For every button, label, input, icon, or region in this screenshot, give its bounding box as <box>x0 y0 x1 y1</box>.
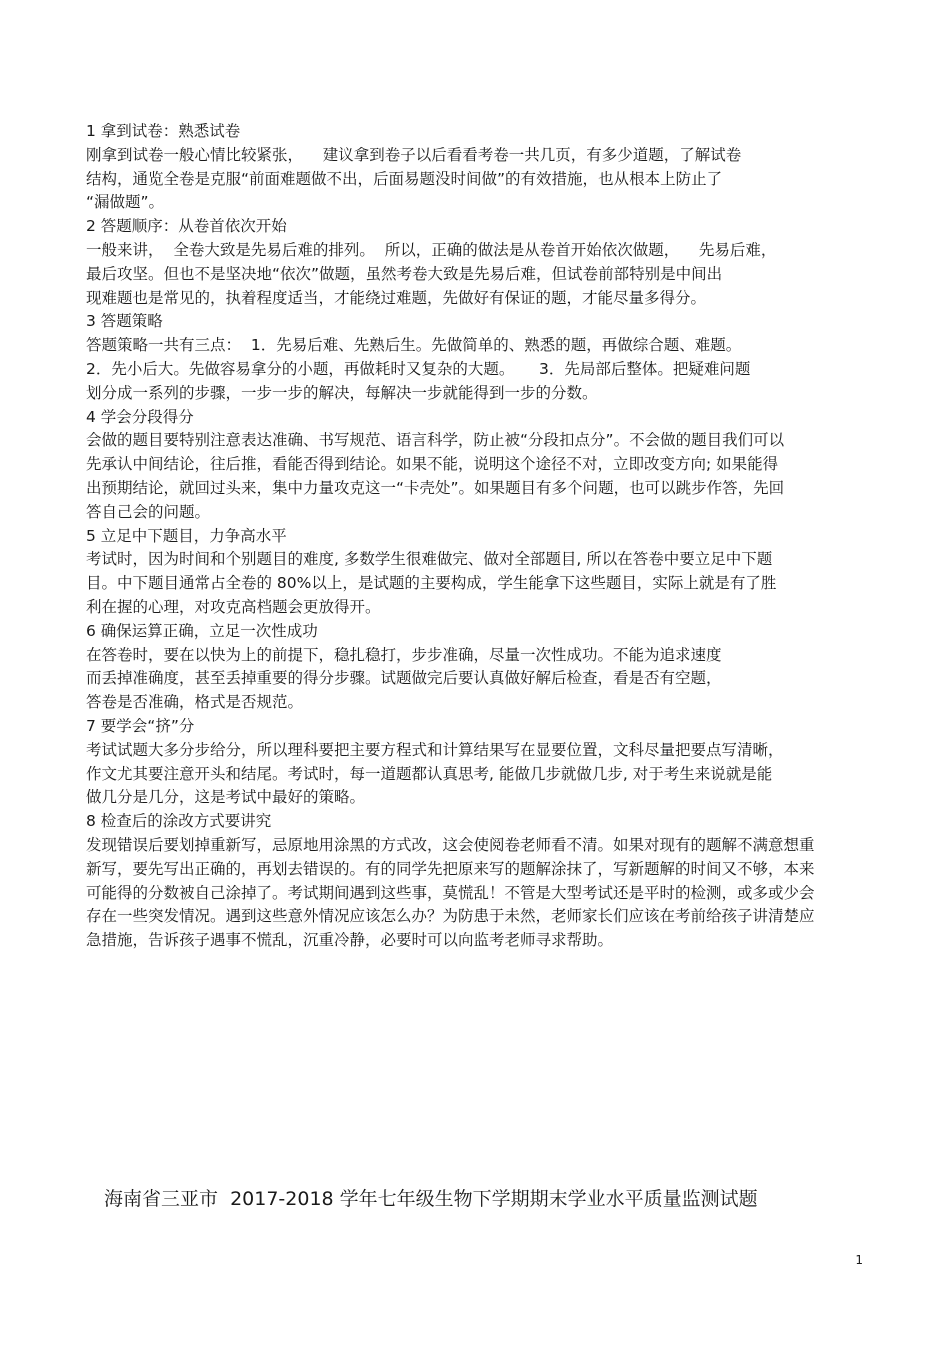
section-heading: 5 立足中下题目，力争高水平 <box>86 526 287 545</box>
section-5 <box>86 525 916 620</box>
paragraph-line: 发现错误后要划掉重新写，忌原地用涂黑的方式改，这会使阅卷老师看不清。如果对现有的题解不满意想重 <box>86 835 815 854</box>
paragraph-line: 答题策略一共有三点： 1．先易后难、先熟后生。先做简单的、熟悉的题，再做综合题、难题。 <box>86 336 742 355</box>
section-4 <box>86 406 916 525</box>
section-heading: 7 要学会“挤”分 <box>86 716 195 735</box>
paragraph-line: 答卷是否准确，格式是否规范。 <box>86 693 304 712</box>
paragraph-line: 最后攻坚。但也不是坚决地“依次”做题，虽然考卷大致是先易后难，但试卷前部特别是中间出 <box>86 264 723 283</box>
section-2 <box>86 215 916 310</box>
section-heading: 8 检查后的涂改方式要讲究 <box>86 812 272 831</box>
paragraph-line: 目。中下题目通常占全卷的 80%以上，是试题的主要构成，学生能拿下这些题目，实际上就是有了胜 <box>86 574 777 593</box>
paragraph-line: “漏做题”。 <box>86 193 165 212</box>
section-7 <box>86 715 916 810</box>
paragraph-line: 利在握的心理，对攻克高档题会更放得开。 <box>86 597 381 616</box>
paragraph-line: 急措施，告诉孩子遇事不慌乱，沉重冷静，必要时可以向监考老师寻求帮助。 <box>86 931 614 950</box>
paragraph-line: 会做的题目要特别注意表达准确、书写规范、语言科学，防止被“分段扣点分”。不会做的题目我们可以 <box>86 431 785 450</box>
section-heading: 4 学会分段得分 <box>86 407 194 426</box>
section-heading: 3 答题策略 <box>86 312 163 331</box>
paragraph-line: 先承认中间结论，往后推，看能否得到结论。如果不能，说明这个途径不对，立即改变方向; 如果能得 <box>86 455 779 474</box>
paragraph-line: 做几分是几分，这是考试中最好的策略。 <box>86 788 366 807</box>
exam-tips-body <box>86 120 916 953</box>
paragraph-line: 答自己会的问题。 <box>86 502 211 521</box>
section-heading: 6 确保运算正确，立足一次性成功 <box>86 621 318 640</box>
paragraph-line: 作文尤其要注意开头和结尾。考试时，每一道题都认真思考, 能做几步就做几步, 对于考生来说就是能 <box>86 764 773 783</box>
section-heading: 2 答题顺序：从卷首依次开始 <box>86 217 287 236</box>
paragraph-line: 可能得的分数被自己涂掉了。考试期间遇到这些事，莫慌乱！不管是大型考试还是平时的检测，或多或少会 <box>86 883 815 902</box>
paragraph-line: 结构，通览全卷是克服“前面难题做不出，后面易题没时间做”的有效措施，也从根本上防止了 <box>86 169 723 188</box>
paragraph-line: 考试时，因为时间和个别题目的难度, 多数学生很难做完、做对全部题目, 所以在答卷中要立足中下题 <box>86 550 773 569</box>
paragraph-line: 存在一些突发情况。遇到这些意外情况应该怎么办？为防患于未然，老师家长们应该在考前给孩子讲清楚应 <box>86 907 815 926</box>
paragraph-line: 2．先小后大。先做容易拿分的小题，再做耗时又复杂的大题。 3．先局部后整体。把疑难问题 <box>86 359 751 378</box>
document-title: 海南省三亚市 2017-2018 学年七年级生物下学期期末学业水平质量监测试题 <box>104 1188 758 1210</box>
section-heading: 1 拿到试卷：熟悉试卷 <box>86 122 241 140</box>
paragraph-line: 划分成一系列的步骤，一步一步的解决，每解决一步就能得到一步的分数。 <box>86 383 598 402</box>
section-8 <box>86 810 916 953</box>
paragraph-line: 出预期结论，就回过头来，集中力量攻克这一“卡壳处”。如果题目有多个问题，也可以跳步作答，先回 <box>86 478 785 497</box>
section-3 <box>86 310 916 405</box>
paragraph-line: 一般来讲， 全卷大致是先易后难的排列。 所以，正确的做法是从卷首开始依次做题， 先易后难， <box>86 240 777 259</box>
section-6 <box>86 620 916 715</box>
paragraph-line: 在答卷时，要在以快为上的前提下，稳扎稳打，步步准确，尽量一次性成功。不能为追求速度 <box>86 645 722 664</box>
paragraph-line: 而丢掉准确度，甚至丢掉重要的得分步骤。试题做完后要认真做好解后检查，看是否有空题， <box>86 669 722 688</box>
paragraph-line: 新写，要先写出正确的，再划去错误的。有的同学先把原来写的题解涂抹了，写新题解的时间又不够，本来 <box>86 859 815 878</box>
section-1 <box>86 120 916 215</box>
paragraph-line: 考试试题大多分步给分，所以理科要把主要方程式和计算结果写在显要位置，文科尽量把要点写清晰， <box>86 740 784 759</box>
paragraph-line: 现难题也是常见的，执着程度适当，才能绕过难题，先做好有保证的题，才能尽量多得分。 <box>86 288 707 307</box>
paragraph-line: 刚拿到试卷一般心情比较紧张， 建议拿到卷子以后看看考卷一共几页，有多少道题，了解试卷 <box>86 145 742 164</box>
page-number: 1 <box>855 1253 863 1267</box>
